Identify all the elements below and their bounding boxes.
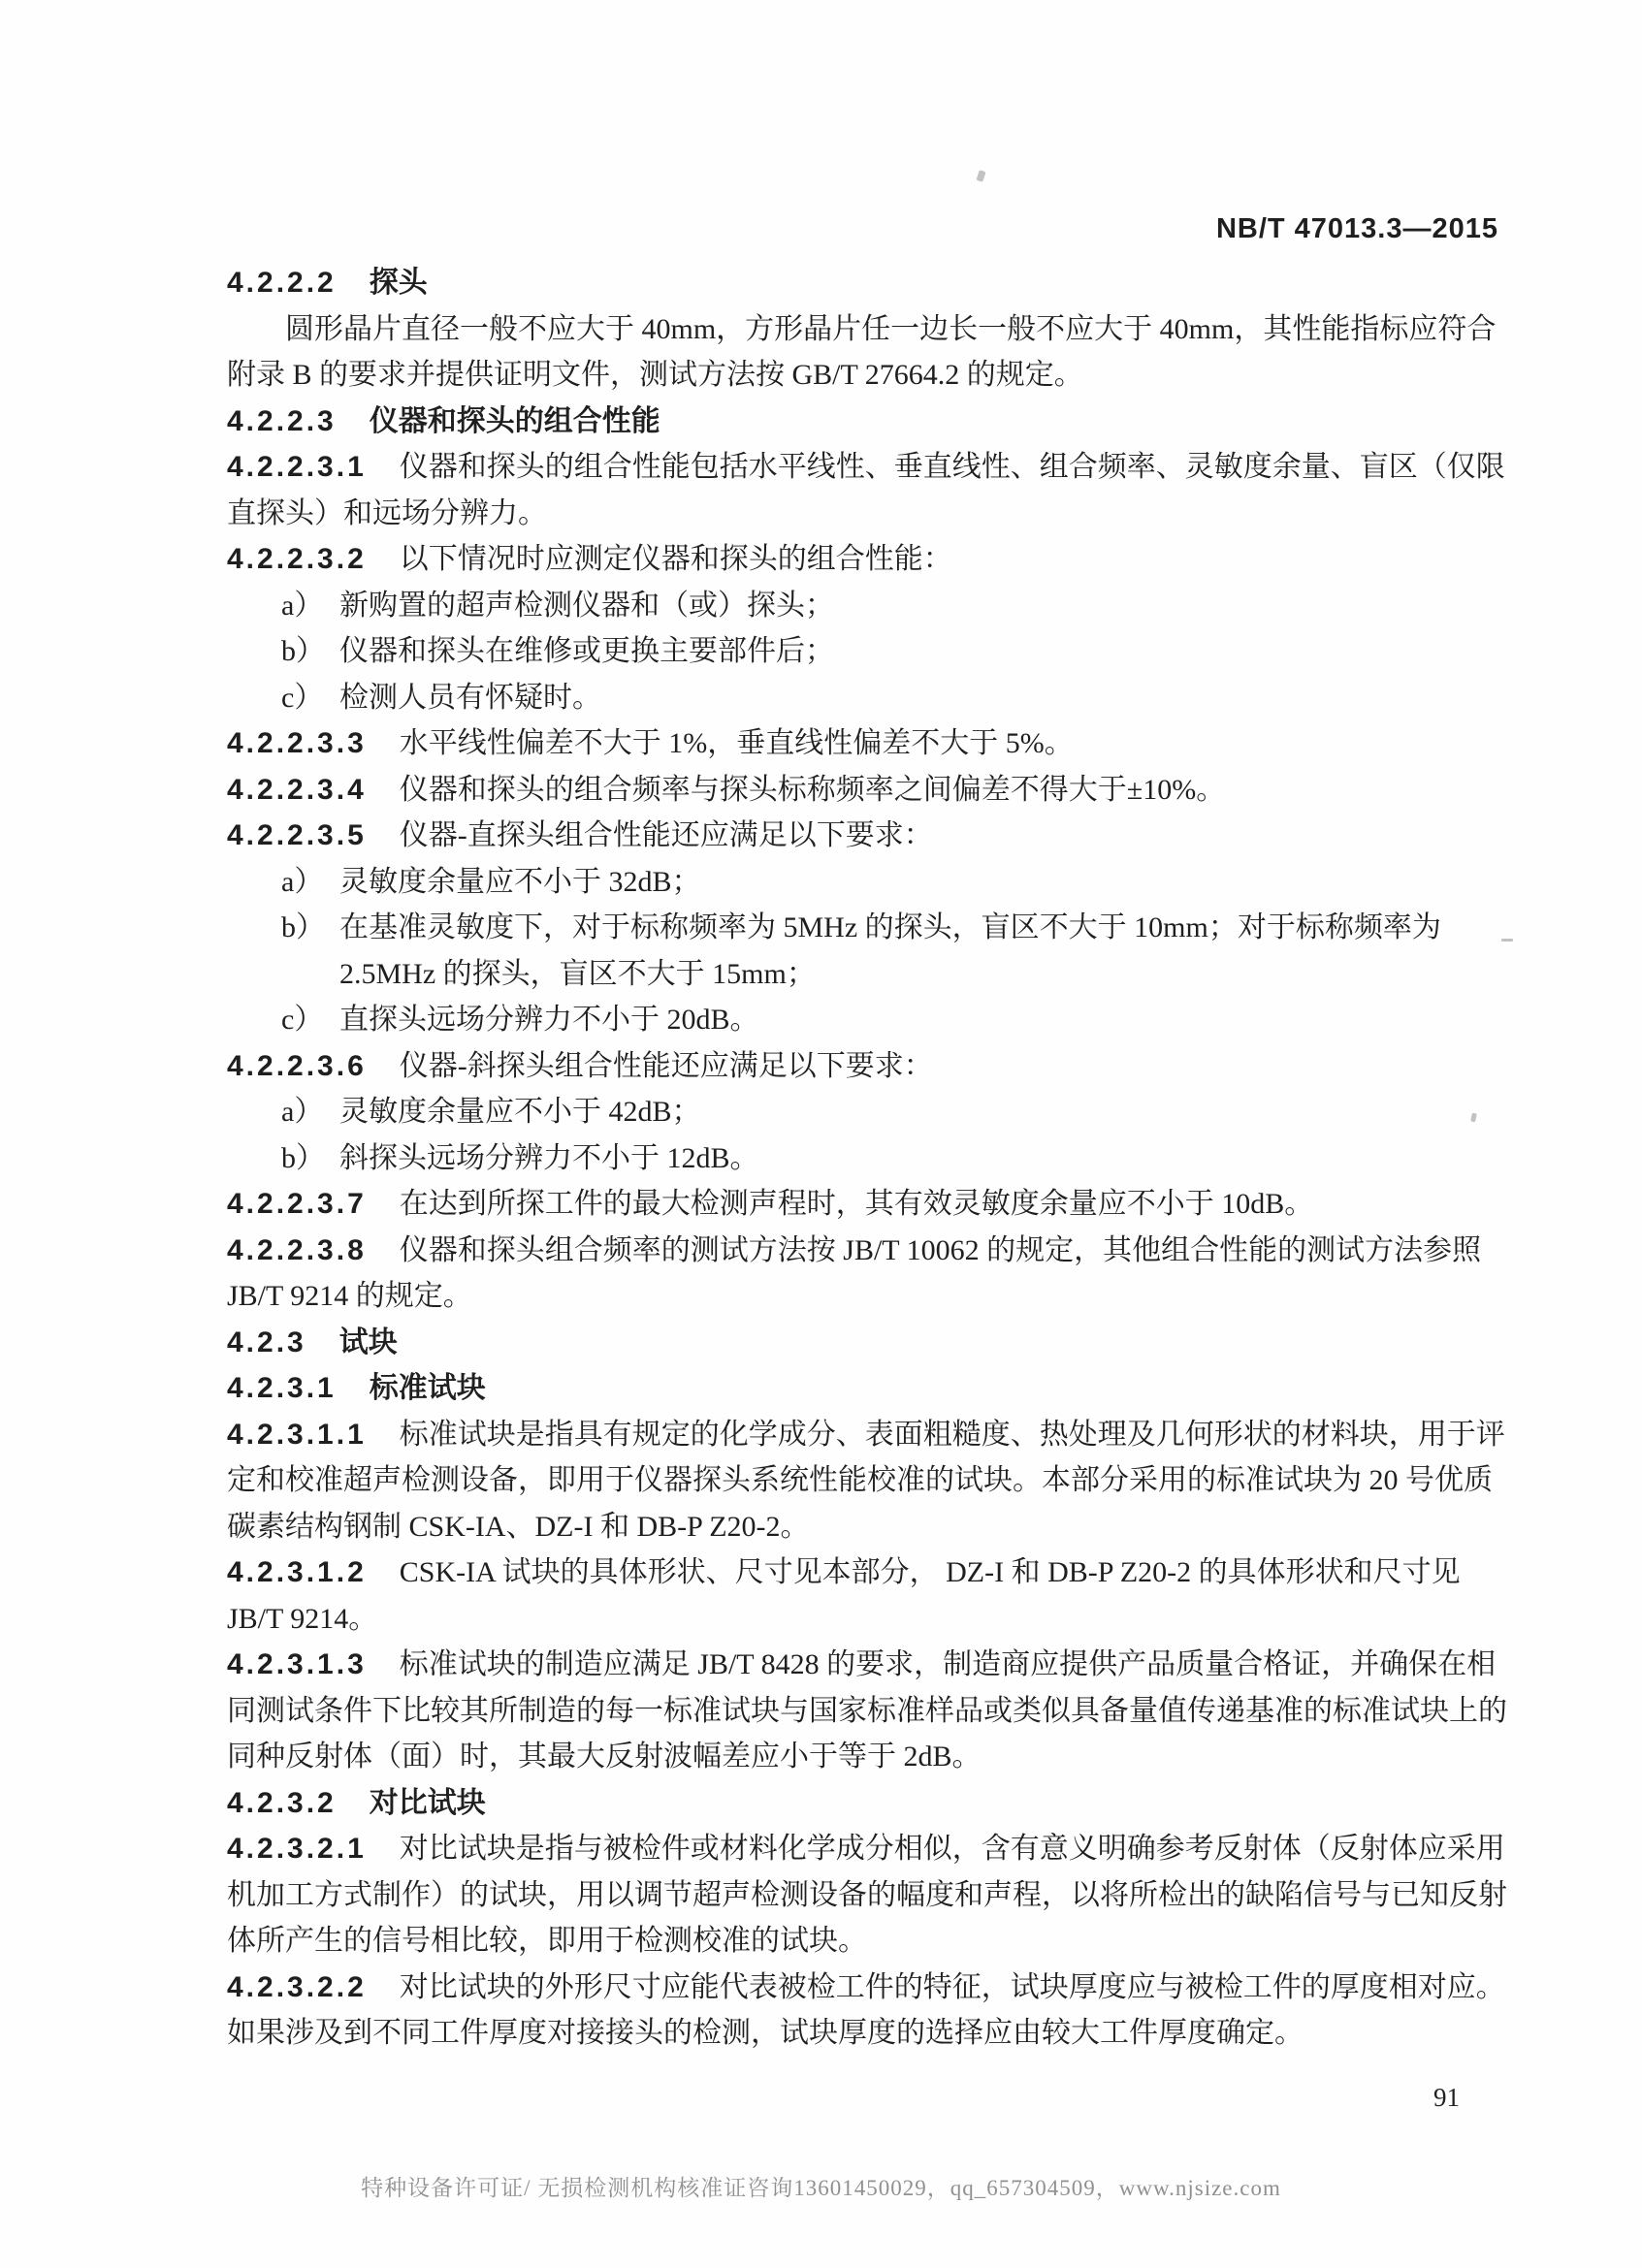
clause-text: 仪器-斜探头组合性能还应满足以下要求：	[399, 1049, 933, 1082]
clause-text: 以下情况时应测定仪器和探头的组合性能：	[399, 543, 952, 575]
list-item-text: 在基准灵敏度下，对于标称频率为 5MHz 的探头，盲区不大于 10mm；对于标称频率为 2.5MHz 的探头，盲区不大于 15mm；	[339, 911, 1441, 990]
list-item	[227, 859, 1515, 906]
clause-paragraph	[227, 444, 1515, 536]
list-item-label: a）	[281, 1096, 324, 1128]
list-item-label: b）	[281, 635, 325, 667]
clause-heading-title: 试块	[338, 1326, 398, 1358]
clause-number: 4.2.2.3.1	[227, 451, 367, 483]
list-item-label: b）	[281, 911, 325, 943]
list-item-text: 仪器和探头在维修或更换主要部件后；	[339, 635, 834, 667]
clause-heading	[227, 1320, 1515, 1366]
clause-paragraph	[227, 536, 1515, 583]
clause-number: 4.2.2.2	[227, 267, 337, 299]
clause-heading-title: 探头	[369, 267, 428, 299]
clause-text: 仪器和探头组合频率的测试方法按 JB/T 10062 的规定，其他组合性能的测试方法参照 JB/T 9214 的规定。	[227, 1233, 1482, 1312]
clause-heading	[227, 399, 1515, 445]
clause-paragraph	[227, 1412, 1515, 1550]
clause-heading	[227, 1365, 1515, 1412]
clause-number: 4.2.2.3	[227, 404, 337, 437]
footer-watermark: 特种设备许可证/ 无损检测机构核准证咨询13601450029，qq_657304509，www.njsize.com	[361, 2176, 1281, 2200]
clause-number: 4.2.3.2.2	[227, 1970, 367, 2003]
clause-number: 4.2.2.3.3	[227, 727, 367, 759]
clause-heading	[227, 1780, 1515, 1827]
clause-heading-title: 对比试块	[369, 1786, 486, 1819]
list-item	[227, 905, 1515, 997]
clause-number: 4.2.3.2	[227, 1786, 337, 1819]
list-item-label: b）	[281, 1141, 325, 1174]
clause-number: 4.2.2.3.7	[227, 1188, 367, 1220]
clause-paragraph	[227, 1965, 1515, 2057]
list-item-text: 直探头远场分辨力不小于 20dB。	[339, 1004, 759, 1036]
clause-text: CSK-IA 试块的具体形状、尺寸见本部分， DZ-I 和 DB-P Z20-2 的具体形状和尺寸见 JB/T 9214。	[227, 1556, 1461, 1635]
list-item	[227, 628, 1515, 675]
list-item	[227, 675, 1515, 721]
list-item-text: 灵敏度余量应不小于 42dB；	[339, 1096, 701, 1128]
clause-paragraph	[227, 1642, 1515, 1780]
clause-number: 4.2.2.3.5	[227, 819, 367, 851]
clause-paragraph	[227, 1549, 1515, 1642]
clause-text: 标准试块是指具有规定的化学成分、表面粗糙度、热处理及几何形状的材料块，用于评定和校准超声检测设备，即用于仪器探头系统性能校准的试块。本部分采用的标准试块为 20 号优质碳素结构钢制 CSK-IA、DZ-I 和 DB-P Z20-2。	[227, 1418, 1505, 1543]
clause-number: 4.2.3.2.1	[227, 1833, 367, 1865]
list-item-label: c）	[281, 681, 324, 714]
clause-number: 4.2.3.1	[227, 1372, 337, 1404]
paragraph-text: 圆形晶片直径一般不应大于 40mm，方形晶片任一边长一般不应大于 40mm，其性能指标应符合附录 B 的要求并提供证明文件，测试方法按 GB/T 27664.2 的规定。	[227, 312, 1497, 391]
list-item	[227, 1089, 1515, 1135]
clause-text: 对比试块的外形尺寸应能代表被检工件的特征，试块厚度应与被检工件的厚度相对应。如果涉及到不同工件厚度对接接头的检测，试块厚度的选择应由较大工件厚度确定。	[227, 1970, 1505, 2049]
list-item-text: 新购置的超声检测仪器和（或）探头；	[339, 589, 834, 622]
clause-number: 4.2.3.1.1	[227, 1418, 367, 1451]
clause-heading-title: 标准试块	[369, 1372, 486, 1404]
clause-number: 4.2.3.1.3	[227, 1648, 367, 1680]
clause-text: 仪器-直探头组合性能还应满足以下要求：	[399, 819, 933, 851]
clause-text: 在达到所探工件的最大检测声程时，其有效灵敏度余量应不小于 10dB。	[399, 1188, 1314, 1220]
clause-paragraph	[227, 1228, 1515, 1320]
clause-paragraph	[227, 1181, 1515, 1228]
clause-text: 仪器和探头的组合频率与探头标称频率之间偏差不得大于±10%。	[399, 773, 1226, 806]
clause-number: 4.2.3	[227, 1326, 306, 1358]
clause-number: 4.2.3.1.2	[227, 1556, 367, 1588]
paragraph	[227, 306, 1515, 399]
clause-text: 标准试块的制造应满足 JB/T 8428 的要求，制造商应提供产品质量合格证，并确保在相同测试条件下比较其所制造的每一标准试块与国家标准样品或类似具备量值传递基准的标准试块上的同种反射体（面）时，其最大反射波幅差应小于等于 2dB。	[227, 1648, 1507, 1773]
clause-number: 4.2.2.3.4	[227, 773, 367, 806]
list-item-label: c）	[281, 1004, 324, 1036]
standard-number: NB/T 47013.3—2015	[1215, 213, 1498, 244]
clause-paragraph	[227, 1826, 1515, 1965]
scan-artifact	[976, 170, 985, 182]
clause-text: 仪器和探头的组合性能包括水平线性、垂直线性、组合频率、灵敏度余量、盲区（仅限直探头）和远场分辨力。	[227, 451, 1505, 529]
list-item-text: 检测人员有怀疑时。	[339, 681, 601, 714]
clause-number: 4.2.2.3.6	[227, 1049, 367, 1082]
clause-number: 4.2.2.3.8	[227, 1233, 367, 1266]
clause-heading	[227, 260, 1515, 306]
list-item	[227, 1135, 1515, 1182]
list-item-text: 灵敏度余量应不小于 32dB；	[339, 865, 701, 898]
clause-text: 水平线性偏差不大于 1%，垂直线性偏差不大于 5%。	[399, 727, 1074, 759]
list-item-label: a）	[281, 865, 324, 898]
list-item	[227, 997, 1515, 1043]
clause-heading-title: 仪器和探头的组合性能	[369, 404, 660, 437]
clause-number: 4.2.2.3.2	[227, 543, 367, 575]
document-content	[227, 260, 1515, 2057]
clause-text: 对比试块是指与被检件或材料化学成分相似，含有意义明确参考反射体（反射体应采用机加工方式制作）的试块，用以调节超声检测设备的幅度和声程，以将所检出的缺陷信号与已知反射体所产生的信号相比较，即用于检测校准的试块。	[227, 1833, 1507, 1957]
clause-paragraph	[227, 813, 1515, 859]
page-number: 91	[1433, 2083, 1460, 2112]
list-item	[227, 583, 1515, 629]
clause-paragraph	[227, 1043, 1515, 1090]
clause-paragraph	[227, 720, 1515, 767]
clause-paragraph	[227, 767, 1515, 814]
list-item-text: 斜探头远场分辨力不小于 12dB。	[339, 1141, 759, 1174]
list-item-label: a）	[281, 589, 324, 622]
